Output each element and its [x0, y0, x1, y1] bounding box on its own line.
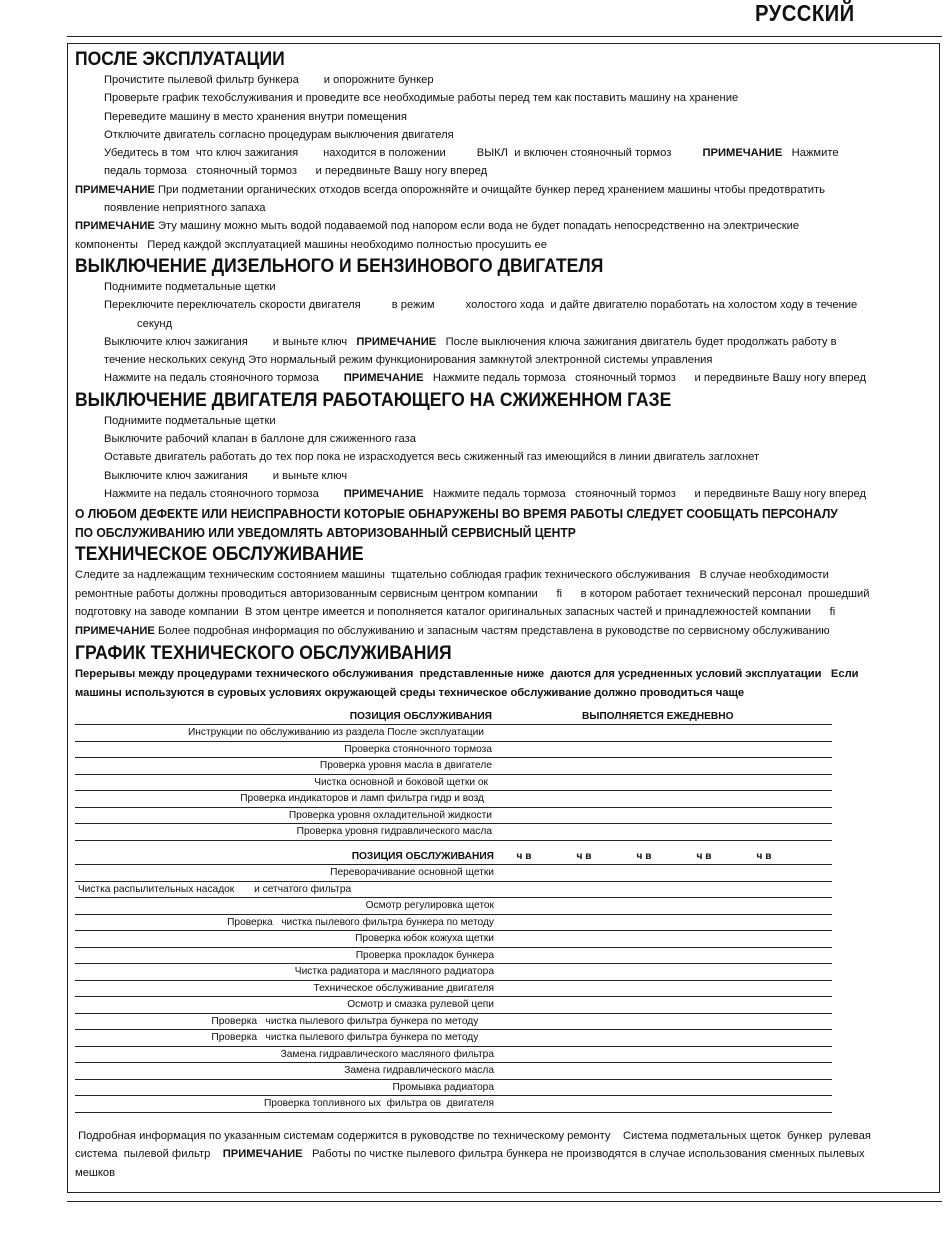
list-item: Прочистите пылевой фильтр бункера и опорожните бункер	[104, 74, 434, 86]
table-row	[75, 1063, 832, 1080]
table-row	[75, 1013, 832, 1030]
section-title-lpg-shutdown: ВЫКЛЮЧЕНИЕ ДВИГАТЕЛЯ РАБОТАЮЩЕГО НА СЖИЖЕННОМ ГАЗЕ	[75, 388, 672, 411]
column-header-hours: ч в	[734, 849, 794, 865]
warning-line: О ЛЮБОМ ДЕФЕКТЕ ИЛИ НЕИСПРАВНОСТИ КОТОРЫЕ ОБНАРУЖЕНЫ ВО ВРЕМЯ РАБОТЫ СЛЕДУЕТ СООБЩАТЬ ПЕРСОНАЛУ	[75, 506, 838, 522]
table-cell: Проверка чистка пылевого фильтра бункера по методу	[75, 1030, 494, 1047]
table-row	[75, 758, 832, 775]
lpg-shutdown-steps	[75, 412, 927, 503]
list-item: Выключите рабочий клапан в баллоне для сжиженного газа	[104, 433, 416, 446]
header-rule	[67, 36, 942, 37]
table-cell: Проверка юбок кожуха щетки	[75, 931, 494, 948]
column-header-item: ПОЗИЦИЯ ОБСЛУЖИВАНИЯ	[75, 709, 492, 725]
list-item-text: Убедитесь в том что ключ зажигания находится в положении ВЫКЛ и включен стояночный тормоз	[104, 147, 672, 160]
table-row	[75, 980, 832, 997]
note-label: ПРИМЕЧАНИЕ	[222, 1148, 303, 1161]
table-cell: Чистка распылительных насадок и сетчатого фильтра	[75, 881, 494, 898]
note-label: ПРИМЕЧАНИЕ	[75, 625, 155, 638]
table-cell: Проверка чистка пылевого фильтра бункера по методу	[75, 914, 494, 931]
table-cell: Проверка уровня охладительной жидкости	[75, 807, 492, 824]
paragraph-line: машины используются в суровых условиях окружающей среды техническое обслуживание должно проводиться чаще	[75, 686, 745, 699]
table-cell: Техническое обслуживание двигателя	[75, 980, 494, 997]
table-row	[75, 1046, 832, 1063]
table-cell: Осмотр регулировка щеток	[75, 898, 494, 915]
paragraph-line	[75, 1145, 927, 1164]
list-item	[75, 369, 927, 387]
note-continuation: появление неприятного запаха	[104, 202, 266, 215]
table-row	[75, 807, 832, 824]
list-item	[75, 333, 927, 351]
note-text: Более подробная информация по обслуживанию и запасным частям представлена в руководстве по сервисному обслуживанию	[157, 625, 830, 638]
list-item-continuation: педаль тормоза стояночный тормоз и передвиньте Вашу ногу вперед	[104, 165, 488, 178]
table-cell: Проверка чистка пылевого фильтра бункера по методу	[75, 1013, 494, 1030]
list-item: Проверьте график техобслуживания и проведите все необходимые работы перед тем как поставить машину на хранение	[104, 92, 739, 105]
note-label: ПРИМЕЧАНИЕ	[75, 183, 155, 196]
table-cell: Осмотр и смазка рулевой цепи	[75, 997, 494, 1014]
list-item: Оставьте двигатель работать до тех пор пока не израсходуется весь сжиженный газ имеющийся в линии двигатель заглохнет	[104, 451, 760, 464]
column-header-daily: ВЫПОЛНЯЕТСЯ ЕЖЕДНЕВНО	[492, 709, 832, 725]
note-text: После выключения ключа зажигания двигатель будет продолжать работу в	[445, 335, 837, 348]
list-item-text: Нажмите на педаль стояночного тормоза	[104, 487, 319, 500]
section-title-diesel-shutdown: ВЫКЛЮЧЕНИЕ ДИЗЕЛЬНОГО И БЕНЗИНОВОГО ДВИГАТЕЛЯ	[75, 254, 604, 277]
list-item: Переключите переключатель скорости двигателя в режим холостого хода и дайте двигателю поработать на холостом ходу в течение	[104, 299, 858, 312]
table-header-row	[75, 709, 832, 725]
note-label: ПРИМЕЧАНИЕ	[75, 220, 155, 233]
table-row	[75, 881, 832, 898]
warning-line: ПО ОБСЛУЖИВАНИЮ ИЛИ УВЕДОМЛЯТЬ АВТОРИЗОВАННЫЙ СЕРВИСНЫЙ ЦЕНТР	[75, 525, 576, 541]
daily-maintenance-table	[75, 709, 832, 841]
table-row	[75, 898, 832, 915]
note-text: Нажмите	[791, 147, 839, 160]
paragraph-line: Следите за надлежащим техническим состоянием машины тщательно соблюдая график технического обслуживания В случае необходимости	[75, 569, 829, 582]
table-row	[75, 947, 832, 964]
table-row	[75, 725, 832, 742]
note	[75, 217, 927, 235]
paragraph-line: подготовку на заводе компании В этом центре имеется и пополняется каталог оригинальных запасных частей и принадлежностей компании fi	[75, 606, 836, 619]
table-row	[75, 791, 832, 808]
section-title-schedule: ГРАФИК ТЕХНИЧЕСКОГО ОБСЛУЖИВАНИЯ	[75, 641, 452, 664]
note-continuation: компоненты Перед каждой эксплуатацией машины необходимо полностью просушить ее	[75, 238, 547, 251]
table-cell: Проверка прокладок бункера	[75, 947, 494, 964]
page-content	[75, 47, 927, 1182]
table-cell: Проверка индикаторов и ламп фильтра гидр и возд	[75, 791, 492, 808]
table-cell: Чистка радиатора и масляного радиатора	[75, 964, 494, 981]
section-title-after-operation: ПОСЛЕ ЭКСПЛУАТАЦИИ	[75, 48, 285, 70]
table-row	[75, 1079, 832, 1096]
table-row	[75, 865, 832, 882]
column-header-hours: ч в	[674, 849, 734, 865]
list-item: Поднимите подметальные щетки	[104, 414, 276, 427]
list-item-text: Нажмите на педаль стояночного тормоза	[104, 372, 319, 385]
table-cell: Переворачивание основной щетки	[75, 865, 494, 882]
column-header-item: ПОЗИЦИЯ ОБСЛУЖИВАНИЯ	[75, 849, 494, 865]
paragraph-line: Перерывы между процедурами технического обслуживания представленные ниже даются для усредненных условий эксплуатации Если	[75, 667, 859, 680]
table-row	[75, 997, 832, 1014]
list-item: Переведите машину в место хранения внутри помещения	[104, 110, 407, 123]
diesel-shutdown-steps	[75, 278, 927, 388]
table-cell: Проверка уровня масла в двигателе	[75, 758, 492, 775]
footer-note	[75, 1127, 927, 1183]
table-cell: Инструкции по обслуживанию из раздела После эксплуатации	[75, 725, 492, 742]
after-operation-steps	[75, 71, 927, 254]
note-label: ПРИМЕЧАНИЕ	[702, 147, 783, 160]
column-header-hours: ч в	[614, 849, 674, 865]
list-item: Отключите двигатель согласно процедурам выключения двигателя	[104, 128, 454, 141]
note-text: Работы по чистке пылевого фильтра бункера не производятся в случае использования сменных пылевых	[311, 1148, 865, 1161]
footer-rule	[67, 1201, 942, 1202]
table-row	[75, 931, 832, 948]
note-label: ПРИМЕЧАНИЕ	[343, 372, 424, 385]
list-item: Выключите ключ зажигания и выньте ключ	[104, 469, 348, 482]
table-cell: Замена гидравлического масляного фильтра	[75, 1046, 494, 1063]
table-cell: Замена гидравлического масла	[75, 1063, 494, 1080]
table-cell: Проверка топливного ых фильтра ов двигателя	[75, 1096, 494, 1113]
note-text: Нажмите педаль тормоза стояночный тормоз и передвиньте Вашу ногу вперед	[432, 487, 867, 500]
note-label: ПРИМЕЧАНИЕ	[343, 487, 424, 500]
note-text: При подметании органических отходов всегда опорожняйте и очищайте бункер перед хранением машины чтобы предотвратить	[157, 183, 825, 196]
table-cell: Проверка стояночного тормоза	[75, 741, 492, 758]
list-item	[75, 485, 927, 503]
paragraph-line: Подробная информация по указанным системам содержится в руководстве по техническому ремонту Система подметальных щеток бункер рулевая	[75, 1129, 871, 1142]
note	[75, 622, 927, 641]
paragraph-line: ремонтные работы должны проводиться авторизованным сервисным центром компании fi в котором работает технический персонал прошедший	[75, 587, 870, 600]
table-row	[75, 1030, 832, 1047]
table-row	[75, 741, 832, 758]
table-cell: Чистка основной и боковой щетки ок	[75, 774, 492, 791]
list-item-continuation: секунд	[137, 317, 173, 330]
table-cell: Промывка радиатора	[75, 1079, 494, 1096]
column-header-hours: ч в	[554, 849, 614, 865]
periodic-maintenance-table	[75, 849, 832, 1113]
language-label: РУССКИЙ	[755, 0, 855, 26]
note-text: Нажмите педаль тормоза стояночный тормоз и передвиньте Вашу ногу вперед	[432, 372, 867, 385]
note	[75, 181, 927, 199]
table-row	[75, 1096, 832, 1113]
list-item-text: Выключите ключ зажигания и выньте ключ	[104, 335, 348, 348]
list-item: Поднимите подметальные щетки	[104, 280, 276, 293]
section-title-maintenance: ТЕХНИЧЕСКОЕ ОБСЛУЖИВАНИЕ	[75, 543, 364, 566]
list-item-continuation: течение нескольких секунд Это нормальный режим функционирования замкнутой электронной системы управления	[104, 354, 713, 367]
table-row	[75, 774, 832, 791]
table-header-row	[75, 849, 832, 865]
table-row	[75, 914, 832, 931]
defect-warning	[75, 504, 927, 542]
paragraph-line: мешков	[75, 1166, 116, 1179]
note-label: ПРИМЕЧАНИЕ	[356, 335, 437, 348]
list-item	[75, 144, 927, 162]
table-cell: Проверка уровня гидравлического масла	[75, 824, 492, 841]
paragraph-text: система пылевой фильтр	[75, 1148, 214, 1161]
schedule-intro	[75, 665, 927, 703]
column-header-hours: ч в	[494, 849, 554, 865]
note-text: Эту машину можно мыть водой подаваемой под напором если вода не будет попадать непосредственно на электрические	[157, 220, 800, 233]
table-row	[75, 824, 832, 841]
table-row	[75, 964, 832, 981]
maintenance-text	[75, 566, 927, 640]
